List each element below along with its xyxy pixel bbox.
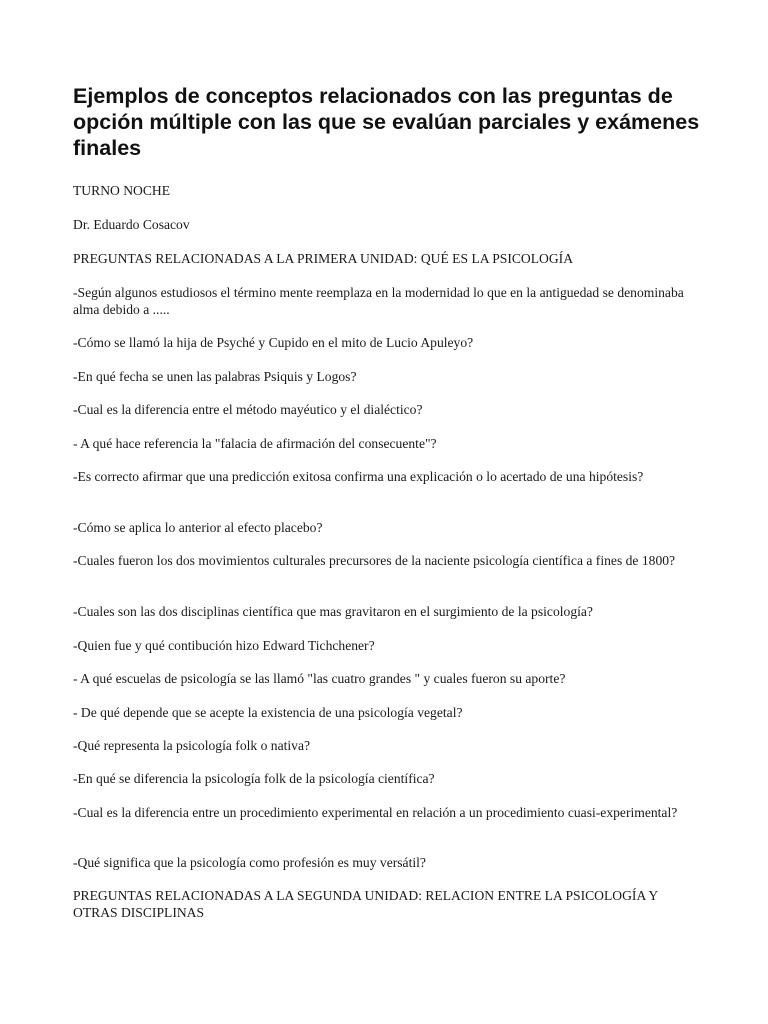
question-item: -Quien fue y qué contibución hizo Edward Tichchener? (73, 638, 375, 653)
question-item: -Cómo se aplica lo anterior al efecto placebo? (73, 520, 323, 535)
author-name: Dr. Eduardo Cosacov (73, 217, 190, 232)
question-item: -Qué representa la psicología folk o nativa? (73, 738, 311, 753)
question-item: -Cuales fueron los dos movimientos culturales precursores de la naciente psicología científica a fines de 1800? (73, 553, 676, 568)
question-item: - De qué depende que se acepte la existencia de una psicología vegetal? (73, 705, 463, 720)
question-item: -Qué significa que la psicología como profesión es muy versátil? (73, 855, 426, 870)
question-item: -Cual es la diferencia entre un procedimiento experimental en relación a un procedimiento cuasi-experimental? (73, 805, 678, 820)
question-item: -Según algunos estudiosos el término mente reemplaza en la modernidad lo que en la antiguedad se denominaba alma debido a ..... (73, 285, 684, 317)
shift-label: TURNO NOCHE (73, 183, 171, 198)
question-item: -En qué fecha se unen las palabras Psiquis y Logos? (73, 369, 357, 384)
document-title: Ejemplos de conceptos relacionados con las preguntas de opción múltiple con las que se evalúan parciales y exámenes finales (73, 84, 700, 160)
question-item: -Cómo se llamó la hija de Psyché y Cupido en el mito de Lucio Apuleyo? (73, 335, 474, 350)
section-heading-unit-1: PREGUNTAS RELACIONADAS A LA PRIMERA UNIDAD: QUÉ ES LA PSICOLOGÍA (73, 251, 574, 266)
question-item: -Cual es la diferencia entre el método mayéutico y el dialéctico? (73, 402, 423, 417)
question-item: - A qué hace referencia la "falacia de afirmación del consecuente"? (73, 436, 437, 451)
question-item: -Es correcto afirmar que una predicción exitosa confirma una explicación o lo acertado de una hipótesis? (73, 469, 644, 484)
question-item: - A qué escuelas de psicología se las llamó "las cuatro grandes " y cuales fueron su aporte? (73, 671, 566, 686)
question-item: -En qué se diferencia la psicología folk de la psicología científica? (73, 771, 435, 786)
question-item: -Cuales son las dos disciplinas científica que mas gravitaron en el surgimiento de la psicología? (73, 604, 593, 619)
section-heading-unit-2: PREGUNTAS RELACIONADAS A LA SEGUNDA UNIDAD: RELACION ENTRE LA PSICOLOGÍA Y OTRAS DISCIPLINAS (73, 888, 658, 920)
